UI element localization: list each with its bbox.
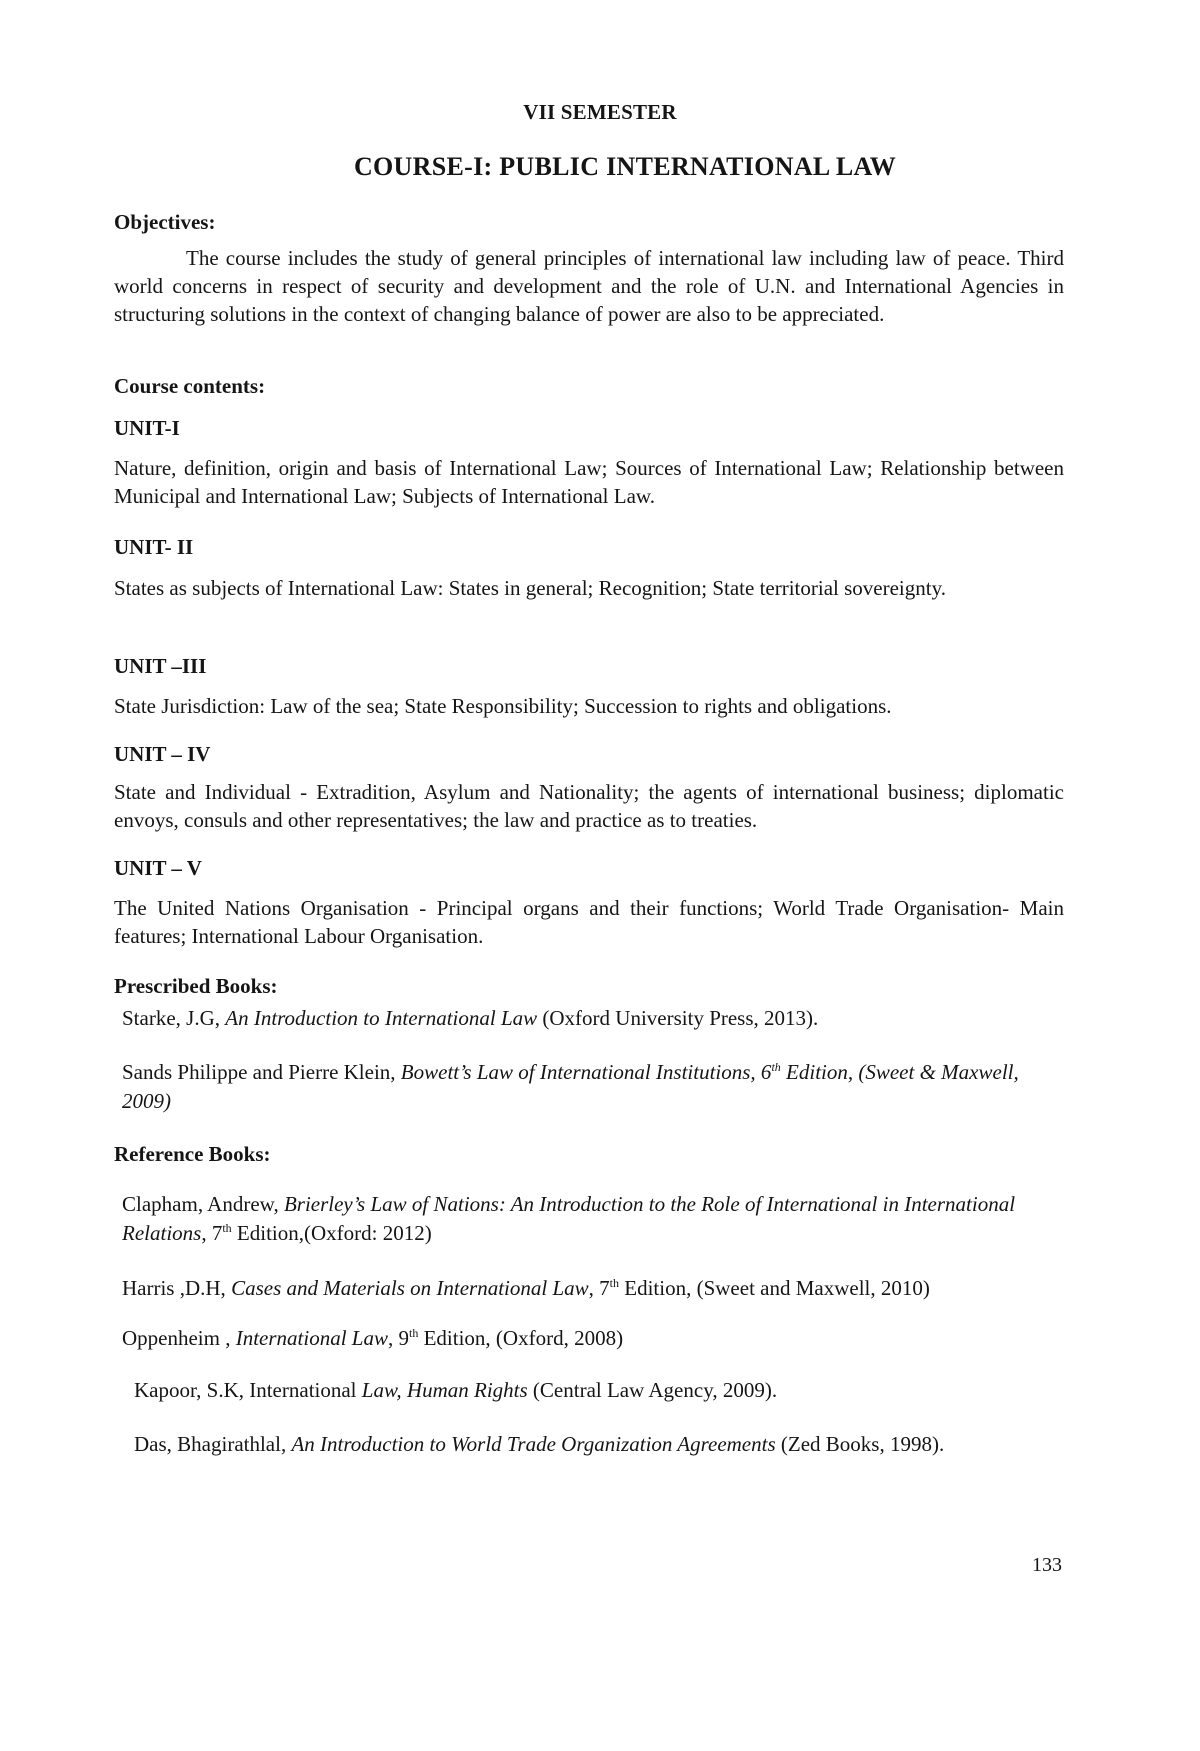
book-title: An Introduction to International Law: [225, 1006, 538, 1030]
reference-book-4: [134, 1376, 1064, 1405]
book-author: Harris ,D.H,: [122, 1276, 232, 1300]
unit-2-title: UNIT- II: [114, 535, 194, 559]
book-publisher: Edition, (Oxford, 2008): [418, 1326, 624, 1350]
unit-1-text: Nature, definition, origin and basis of International Law; Sources of International Law; Relationship between Municipal and International Law; Subjects of International Law.: [114, 456, 1064, 508]
book-title: An Introduction to World Trade Organization Agreements: [291, 1432, 776, 1456]
unit-4-title: UNIT – IV: [114, 742, 211, 766]
book-edition: , 7: [201, 1221, 223, 1245]
reference-books-heading: Reference Books:: [114, 1142, 271, 1166]
book-publisher: Edition, (Sweet & Maxwell, 2009): [122, 1060, 1019, 1113]
book-author: Kapoor, S.K, International: [134, 1378, 362, 1402]
prescribed-books-heading: Prescribed Books:: [114, 974, 278, 998]
book-publisher: Edition,(Oxford: 2012): [231, 1221, 432, 1245]
edition-superscript: th: [771, 1060, 781, 1074]
objectives-heading: Objectives:: [114, 210, 216, 234]
course-title: COURSE-I: PUBLIC INTERNATIONAL LAW: [353, 152, 897, 181]
book-publisher: Edition, (Sweet and Maxwell, 2010): [619, 1276, 930, 1300]
edition-superscript: th: [409, 1326, 419, 1340]
book-publisher: (Oxford University Press, 2013).: [537, 1006, 819, 1030]
unit-3-title: UNIT –III: [114, 654, 207, 678]
edition-superscript: th: [222, 1221, 232, 1235]
page-number: 133: [1032, 1554, 1062, 1576]
unit-4-text: State and Individual - Extradition, Asylum and Nationality; the agents of international business; diplomatic envoys, consuls and other representatives; the law and practice as to treaties.: [114, 780, 1064, 832]
book-author: Das, Bhagirathlal,: [134, 1432, 292, 1456]
book-publisher: (Central Law Agency, 2009).: [527, 1378, 778, 1402]
unit-3-text: State Jurisdiction: Law of the sea; State Responsibility; Succession to rights and obligations.: [114, 694, 892, 718]
unit-5-text: The United Nations Organisation - Principal organs and their functions; World Trade Organisation- Main features; International Labour Organisation.: [114, 896, 1064, 948]
prescribed-book-1: [122, 1004, 1064, 1033]
reference-book-5: [134, 1430, 1064, 1459]
book-edition: , 7: [588, 1276, 610, 1300]
book-author: Sands Philippe and Pierre Klein,: [122, 1060, 401, 1084]
reference-book-2: [122, 1274, 1064, 1303]
book-edition: , 9: [388, 1326, 409, 1350]
semester-heading: VII SEMESTER: [523, 100, 677, 124]
book-title: Cases and Materials on International Law: [231, 1276, 589, 1300]
edition-superscript: th: [609, 1276, 620, 1290]
book-author: Oppenheim ,: [122, 1326, 236, 1350]
unit-5-title: UNIT – V: [114, 856, 202, 880]
unit-2-text: States as subjects of International Law: States in general; Recognition; State territorial sovereignty.: [114, 576, 946, 600]
reference-book-3: [122, 1324, 1064, 1353]
book-publisher: (Zed Books, 1998).: [775, 1432, 945, 1456]
book-title: Bowett’s Law of International Institutions, 6: [400, 1060, 772, 1084]
book-author: Clapham, Andrew,: [122, 1192, 284, 1216]
book-title: International Law: [235, 1326, 388, 1350]
book-author: Starke, J.G,: [122, 1006, 226, 1030]
prescribed-book-2: [122, 1058, 1064, 1116]
book-title: Law, Human Rights: [361, 1378, 528, 1402]
book-title: Brierley’s Law of Nations: An Introduction to the Role of International in International Relations: [122, 1192, 1016, 1245]
unit-1-title: UNIT-I: [114, 416, 180, 440]
course-contents-heading: Course contents:: [114, 374, 266, 398]
objectives-text: The course includes the study of general principles of international law including law of peace. Third world concerns in respect of security and development and the role of U.N. and International Agencies in structuring solutions in the context of changing balance of power are also to be appreciated.: [114, 246, 1064, 326]
reference-book-1: [122, 1190, 1064, 1248]
